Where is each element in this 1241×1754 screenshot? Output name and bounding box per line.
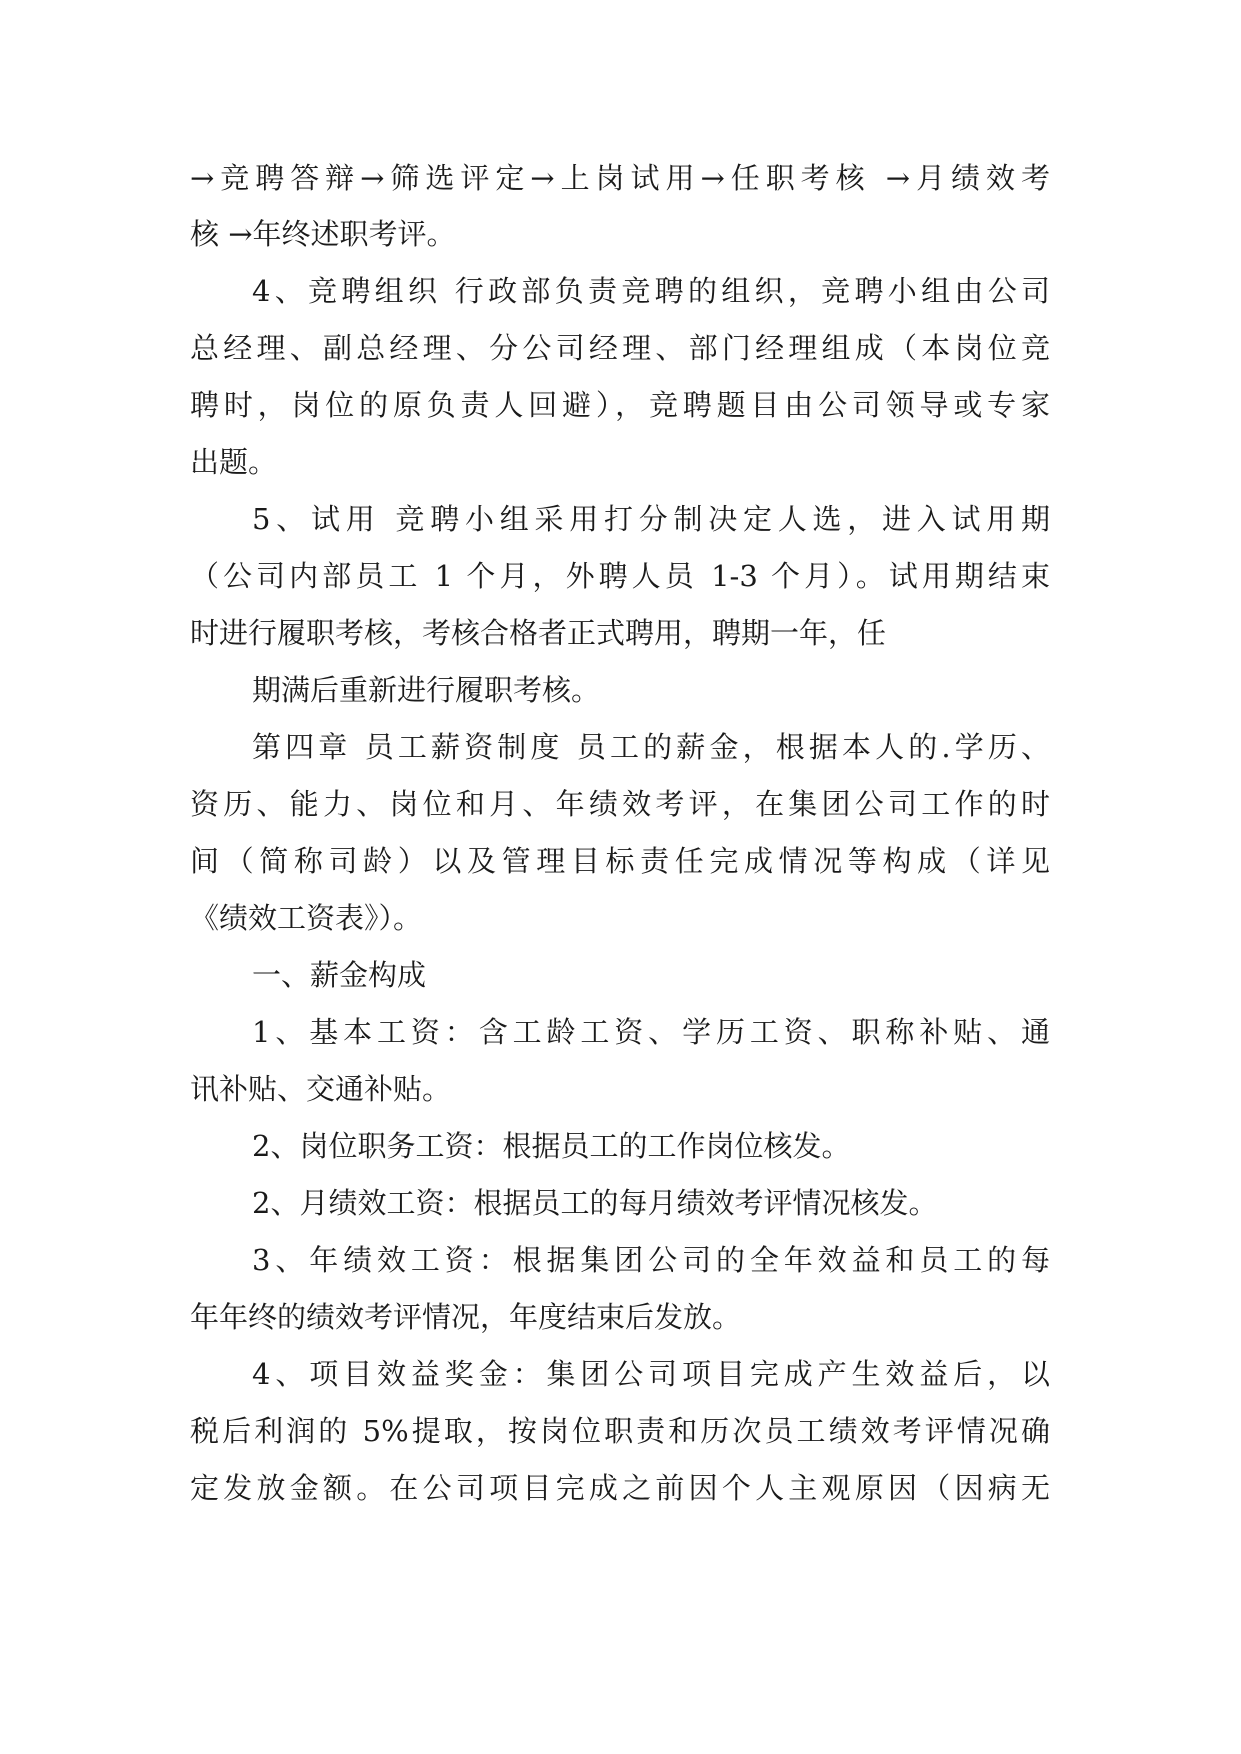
text-line: （公司内部员工 1 个月，外聘人员 1-3 个月）。试用期结束	[190, 559, 1050, 593]
text-line: 3、年绩效工资：根据集团公司的全年效益和员工的每	[252, 1243, 1050, 1277]
text-line: 年年终的绩效考评情况，年度结束后发放。	[190, 1300, 742, 1334]
text-line: 5、试用 竞聘小组采用打分制决定人选，进入试用期	[252, 502, 1050, 536]
text-line: 时进行履职考核，考核合格者正式聘用，聘期一年，任	[190, 616, 887, 650]
text-line: 资历、能力、岗位和月、年绩效考评，在集团公司工作的时	[190, 787, 1050, 821]
text-line: 1、基本工资：含工龄工资、学历工资、职称补贴、通	[252, 1015, 1050, 1049]
text-line: 期满后重新进行履职考核。	[252, 673, 601, 707]
text-line: 聘时，岗位的原负责人回避），竞聘题目由公司领导或专家	[190, 388, 1050, 422]
text-line: 定发放金额。在公司项目完成之前因个人主观原因（因病无	[190, 1471, 1050, 1505]
text-line: 间（简称司龄）以及管理目标责任完成情况等构成（详见	[190, 844, 1050, 878]
text-line: 4、竞聘组织 行政部负责竞聘的组织，竞聘小组由公司	[252, 274, 1050, 308]
text-line: 税后利润的 5%提取，按岗位职责和历次员工绩效考评情况确	[190, 1414, 1050, 1448]
text-line: 核 →年终述职考评。	[190, 217, 456, 251]
text-line: 《绩效工资表》）。	[190, 901, 423, 935]
text-line: 第四章 员工薪资制度 员工的薪金，根据本人的.学历、	[252, 730, 1050, 764]
text-line: 2、岗位职务工资：根据员工的工作岗位核发。	[252, 1129, 851, 1163]
text-line: 出题。	[190, 445, 278, 479]
text-line: 总经理、副总经理、分公司经理、部门经理组成（本岗位竞	[190, 331, 1050, 365]
text-line: 4、项目效益奖金：集团公司项目完成产生效益后，以	[252, 1357, 1050, 1391]
text-line: 2、月绩效工资：根据员工的每月绩效考评情况核发。	[252, 1186, 938, 1220]
section-heading: 一、薪金构成	[252, 958, 427, 992]
text-line: →竞聘答辩→筛选评定→上岗试用→任职考核 →月绩效考	[190, 161, 1050, 195]
text-line: 讯补贴、交通补贴。	[190, 1072, 452, 1106]
